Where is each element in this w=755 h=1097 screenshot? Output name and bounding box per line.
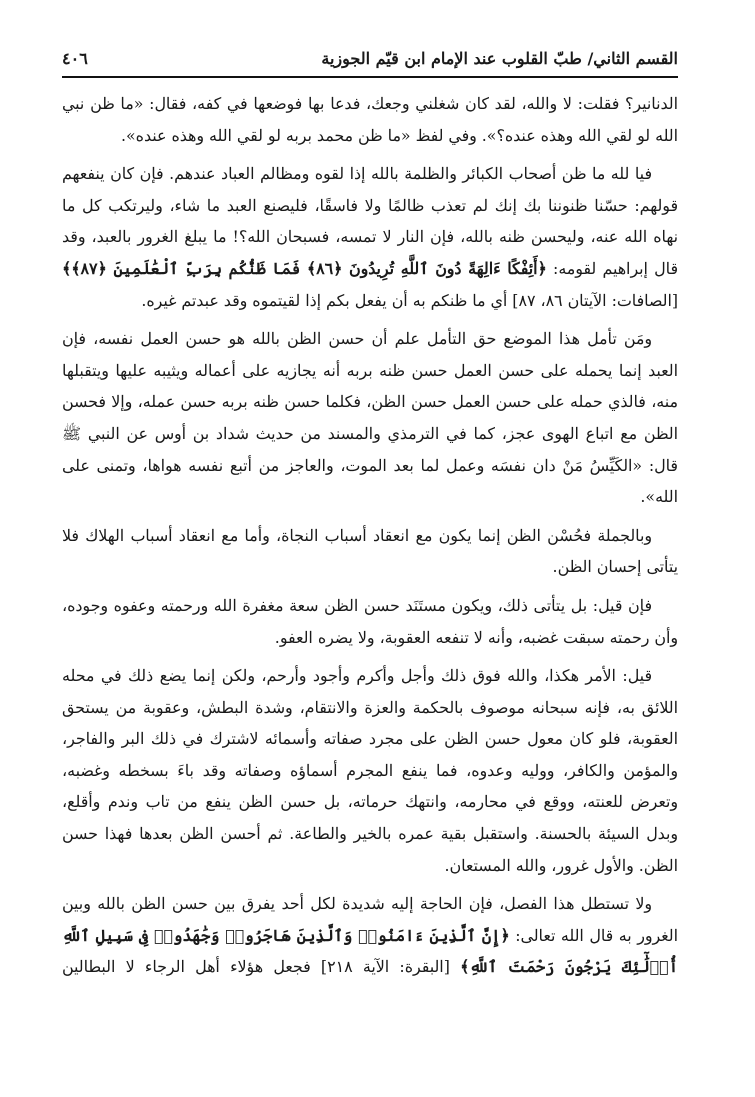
text-run: فإن قيل: بل يتأتى ذلك، ويكون مستَنَد حسن الظن سعة مغفرة الله ورحمته وعفوه وجوده، وأن رحمته سبقت غضبه، وأنه لا تنفعه العقوبة، ولا يضره العفو. xyxy=(62,595,678,647)
text-run: [الصافات: الآيتان ٨٦، ٨٧] أي ما ظنكم به أن يفعل بكم إذا لقيتموه وقد عبدتم غيره. xyxy=(141,290,678,310)
page-body xyxy=(62,88,678,983)
running-title: القسم الثاني/ طبّ القلوب عند الإمام ابن قيّم الجوزية xyxy=(321,48,678,68)
text-run: [البقرة: الآية ٢١٨] فجعل هؤلاء أهل الرجاء لا البطالين xyxy=(62,957,461,977)
header-rule xyxy=(62,76,678,78)
page-number: ٤٠٦ xyxy=(62,48,88,68)
text-run: فيا لله ما ظن أصحاب الكبائر والظلمة بالله إذا لقوه ومظالم العباد عندهم. فإن كان ينفعهم قولهم: حسّنا ظنوننا بك إنك لم تعذب ظالمًا ولا فاسقًا، فليصنع العبد ما شاء، وليرتكب كل ما نهاه الله عنه، وليحسن ظنه بالله، فإن النار لا تمسه، فسبحان الله؟! ما يبلغ الغرور بالعبد، وقد قال إبراهيم لقومه: xyxy=(62,164,678,278)
text-run: الدنانير؟ فقلت: لا والله، لقد كان شغلني وجعك، فدعا بها فوضعها في كفه، فقال: «ما ظن نبي الله لو لقي الله وهذه عنده؟». وفي لفظ «ما ظن محمد بربه لو لقي الله وهذه عنده». xyxy=(62,94,678,145)
text-run: وبالجملة فحُسْن الظن إنما يكون مع انعقاد أسباب النجاة، وأما مع انعقاد أسباب الهلاك فلا يتأتى إحسان الظن. xyxy=(62,525,678,577)
paragraph xyxy=(62,660,678,881)
paragraph xyxy=(62,323,678,513)
paragraph xyxy=(62,88,678,151)
text-run: ومَن تأمل هذا الموضع حق التأمل علم أن حسن الظن بالله هو حسن العمل نفسه، فإن العبد إنما يحمله على حسن العمل حسن ظنه بربه أنه يجازيه على أعماله ويثيبه عليها ويتقبلها منه، فالذي حمله على حسن العمل حسن الظن، فكلما حسن ظنه بربه حسن عمله، وإلا فحسن الظن مع اتباع الهوى عجز، كما في الترمذي والمسند من حديث شداد بن أوس عن النبي ﷺ قال: «الكَيِّسُ مَنْ دان نفسَه وعمل لما بعد الموت، والعاجز من أتبع نفسه هواها، وتمنى على الله». xyxy=(62,329,678,507)
paragraph xyxy=(62,888,678,983)
quran-verse: ﴿إِنَّ ٱلَّذِينَ ءَامَنُوا۟ وَٱلَّذِينَ هَاجَرُوا۟ وَجَٰهَدُوا۟ فِى سَبِيلِ ٱللَّهِ أُو۟لَٰٓئِكَ يَرْجُونَ رَحْمَتَ ٱللَّهِ﴾ xyxy=(62,925,678,977)
paragraph xyxy=(62,590,678,653)
quran-verse: ﴿أَئِفْكًا ءَالِهَةً دُونَ ٱللَّهِ تُرِيدُونَ ﴿٨٦﴾ فَمَا ظَنُّكُم بِرَبِّ ٱلْعَٰلَمِينَ ﴿٨٧﴾﴾ xyxy=(62,258,547,278)
text-run: ولا تستطل هذا الفصل، فإن الحاجة إليه شديدة لكل أحد يفرق بين حسن الظن بالله وبين الغرور به قال الله تعالى: xyxy=(62,894,678,945)
paragraph xyxy=(62,520,678,583)
text-run: قيل: الأمر هكذا، والله فوق ذلك وأجل وأكرم وأجود وأرحم، ولكن إنما يضع ذلك في محله اللائق به، فإنه سبحانه موصوف بالحكمة والعزة والانتقام، وشدة البطش، وعقوبة من يستحق العقوبة، فلو كان معول حسن الظن على مجرد صفاته وأسمائه لاشترك في ذلك البر والفاجر، والمؤمن والكافر، ووليه وعدوه، فما ينفع المجرم أسماؤه وصفاته وقد باءَ بسخطه وغضبه، وتعرض للعنته، ووقع في محارمه، وانتهك حرماته، بل حسن الظن ينفع من تاب وندم وأقلع، وبدل السيئة بالحسنة. واستقبل بقية عمره بالخير والطاعة. ثم أحسن الظن بعدها فهذا حسن الظن. والأول غرور، والله المستعان. xyxy=(62,666,678,875)
page-header xyxy=(62,44,678,72)
paragraph xyxy=(62,158,678,316)
